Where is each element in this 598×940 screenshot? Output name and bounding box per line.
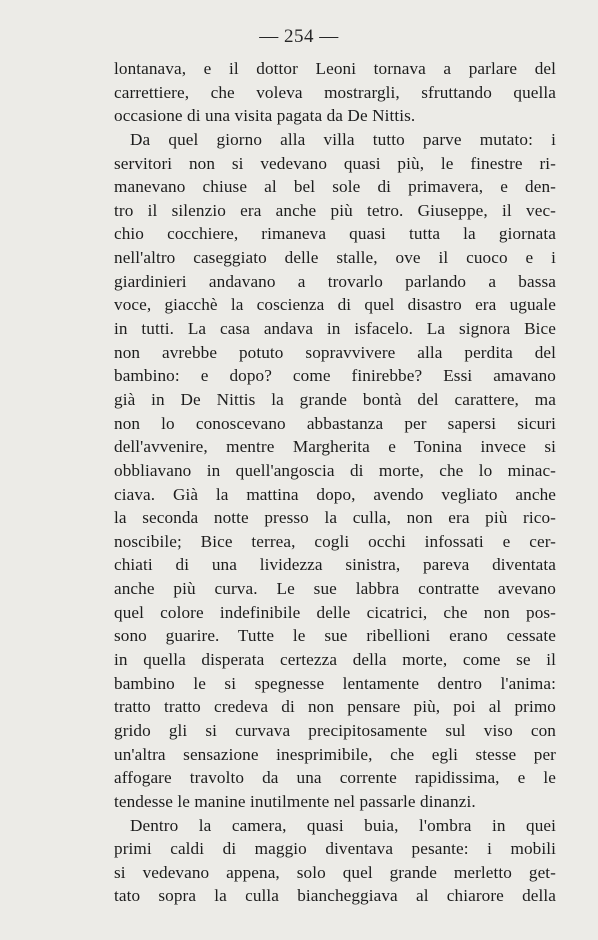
text-line: tro il silenzio era anche più tetro. Giuseppe, il vec- [114,200,556,220]
text-line: anche più curva. Le sue labbra contratte avevano [114,579,556,599]
text-line: giardinieri andavano a trovarlo parlando a bassa [114,271,556,291]
text-line: tratto tratto credeva di non pensare più, poi al primo [114,697,556,717]
page-number: — 254 — [259,26,339,47]
text-line: lontanava, e il dottor Leoni tornava a parlare del [114,59,556,78]
text-line: non lo conoscevano abbastanza per sapersi sicuri [114,413,556,433]
text-line: bambino: e dopo? come finirebbe? Essi amavano [114,366,556,386]
text-line: un'altra sensazione inesprimibile, che egli stesse per [114,744,556,764]
text-line: ciava. Già la mattina dopo, avendo vegliato anche [114,484,556,504]
text-line: Da quel giorno alla villa tutto parve mutato: i [130,129,556,149]
text-line: in tutti. La casa andava in isfacelo. La signora Bice [114,319,556,339]
text-line: tato sopra la culla biancheggiava al chiarore della [114,886,556,906]
text-line: già in De Nittis la grande bontà del carattere, ma [114,389,556,409]
text-line: primi caldi di maggio diventava pesante: i mobili [114,839,556,859]
text-line: Dentro la camera, quasi buia, l'ombra in quei [130,815,556,835]
text-line: affogare travolto da una corrente rapidissima, e le [114,768,556,788]
text-line: in quella disperata certezza della morte, come se il [114,650,556,670]
text-line: quel colore indefinibile delle cicatrici, che non pos- [114,602,556,622]
text-line: dell'avvenire, mentre Margherita e Tonina invece si [114,437,556,457]
text-line: bambino le si spegnesse lentamente dentro l'anima: [114,673,556,693]
text-line: chiati di una lividezza sinistra, pareva diventata [114,555,556,575]
text-line: voce, giacchè la coscienza di quel disastro era uguale [114,295,556,315]
text-line: obbliavano in quell'angoscia di morte, che lo minac- [114,460,556,480]
text-line: non avrebbe potuto sopravvivere alla perdita del [114,342,556,362]
text-line: servitori non si vedevano quasi più, le finestre ri- [114,153,556,173]
body-text [114,57,556,908]
text-line: sono guarire. Tutte le sue ribellioni erano cessate [114,626,556,646]
text-line: grido gli si curvava precipitosamente sul viso con [114,720,556,740]
text-line: noscibile; Bice terrea, cogli occhi infossati e cer- [114,531,556,551]
text-line: nell'altro caseggiato delle stalle, ove il cuoco e i [114,248,556,268]
text-line: carrettiere, che voleva mostrargli, sfruttando quella [114,82,556,102]
text-line: manevano chiuse al bel sole di primavera, e den- [114,177,556,197]
text-line: la seconda notte presso la culla, non era più rico- [114,508,556,528]
text-line: si vedevano appena, solo quel grande merletto get- [114,862,556,882]
text-line: tendesse le manine inutilmente nel passarle dinanzi. [114,791,476,811]
text-line: chio cocchiere, rimaneva quasi tutta la giornata [114,224,556,244]
text-line: occasione di una visita pagata da De Nittis. [114,106,416,126]
